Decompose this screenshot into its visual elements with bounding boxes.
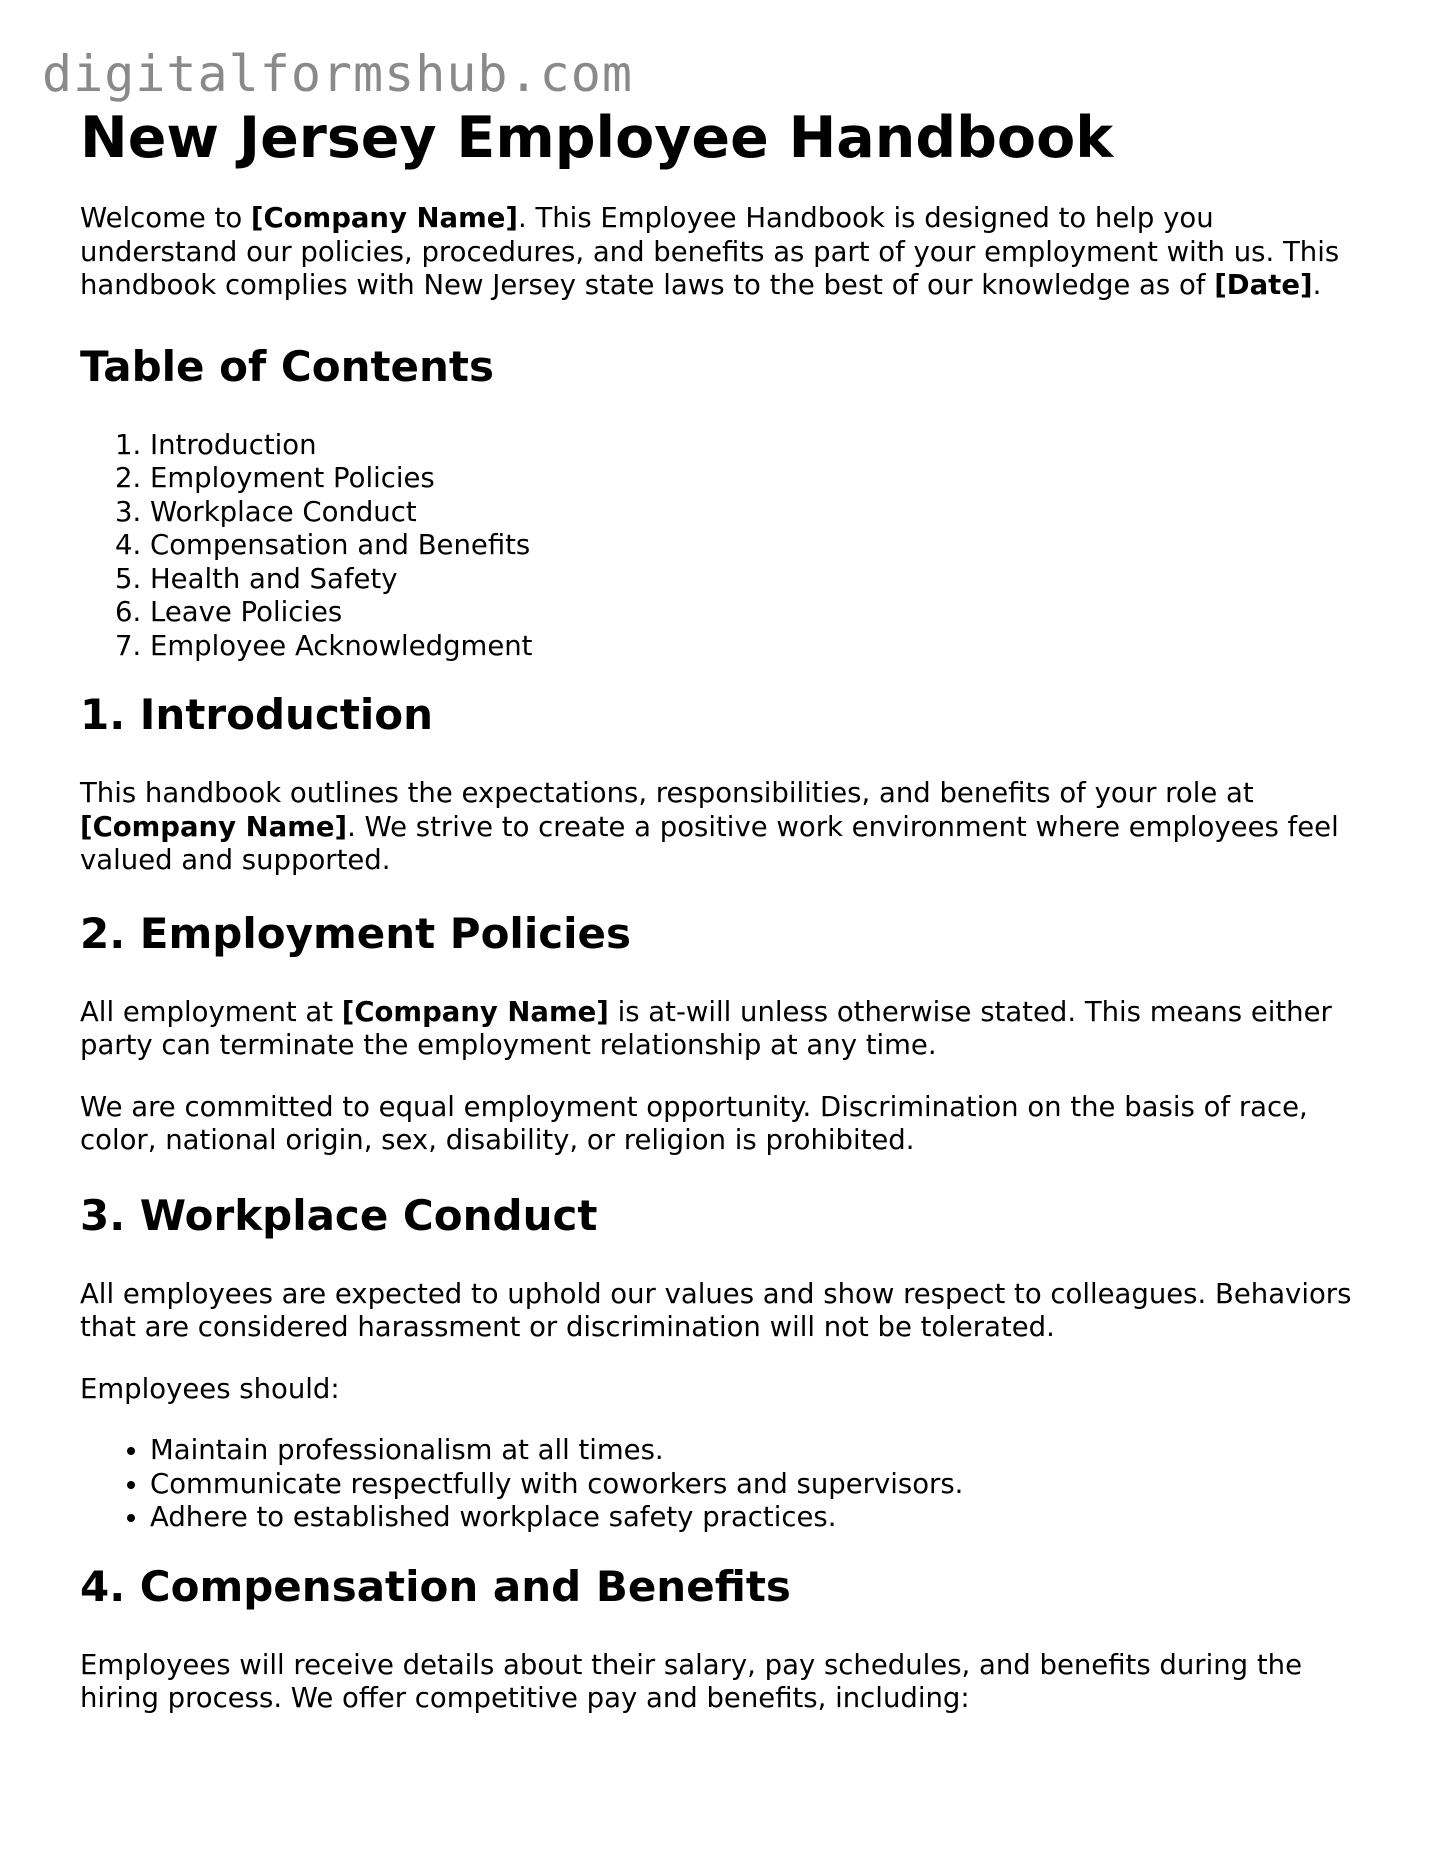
intro-text-3: . <box>1312 269 1322 301</box>
document-page <box>80 98 1370 1744</box>
conduct-paragraph-2: Employees should: <box>80 1372 340 1405</box>
section-heading-introduction: 1. Introduction <box>80 690 434 739</box>
toc-item: 6. Leave Policies <box>150 596 1370 630</box>
toc-item: 5. Health and Safety <box>150 563 1370 597</box>
toc-heading: Table of Contents <box>80 341 495 391</box>
company-name-placeholder: [Company Name] <box>250 202 518 234</box>
section-heading-employment-policies: 2. Employment Policies <box>80 908 632 958</box>
bullet-item: • Adhere to established workplace safety practices. <box>150 1501 1370 1535</box>
intro-text-2: . This Employee Handbook is designed to help you understand our policies, procedures, and benefits as part of your employment with us. This handbook complies with New Jersey state laws to the best of our knowledge as of <box>80 202 1340 301</box>
employment-text-2: is at-will unless otherwise stated. This means either party can terminate the employment relationship at any time. <box>80 995 1332 1061</box>
toc-item: 4. Compensation and Benefits <box>150 529 1370 563</box>
company-name-placeholder: [Company Name] <box>341 995 609 1028</box>
toc-item: 7. Employee Acknowledgment <box>150 630 1370 664</box>
watermark-logo: digitalformshub.com <box>42 45 633 103</box>
bullet-item: • Maintain professionalism at all times. <box>150 1434 1370 1468</box>
document-title: New Jersey Employee Handbook <box>80 105 1114 171</box>
employment-paragraph-1 <box>80 996 1370 1063</box>
toc-item: 2. Employment Policies <box>150 462 1370 496</box>
toc-list <box>80 429 1370 664</box>
section-heading-compensation: 4. Compensation and Benefits <box>80 1561 791 1611</box>
company-name-placeholder: [Company Name] <box>80 810 348 843</box>
conduct-bullet-list <box>80 1434 1370 1535</box>
intro-paragraph <box>80 202 1370 303</box>
bullet-item: • Communicate respectfully with coworkers and supervisors. <box>150 1468 1370 1502</box>
toc-item: 3. Workplace Conduct <box>150 496 1370 530</box>
employment-text-1: All employment at <box>80 995 342 1028</box>
employment-paragraph-2: We are committed to equal employment opportunity. Discrimination on the basis of race, color, national origin, sex, disability, or religion is prohibited. <box>80 1090 1308 1156</box>
introduction-paragraph <box>80 777 1370 878</box>
toc-item: 1. Introduction <box>150 429 1370 463</box>
date-placeholder: [Date] <box>1214 269 1313 301</box>
section-heading-workplace-conduct: 3. Workplace Conduct <box>80 1190 598 1240</box>
conduct-paragraph-1: All employees are expected to uphold our values and show respect to colleagues. Behaviors that are considered harassment or discrimination will not be tolerated. <box>80 1277 1352 1343</box>
intro-text-1: Welcome to <box>80 202 251 234</box>
introduction-text-2: . We strive to create a positive work environment where employees feel valued and supported. <box>80 810 1339 876</box>
compensation-paragraph: Employees will receive details about their salary, pay schedules, and benefits during the hiring process. We offer competitive pay and benefits, including: <box>80 1648 1302 1714</box>
introduction-text-1: This handbook outlines the expectations, responsibilities, and benefits of your role at <box>80 777 1254 809</box>
